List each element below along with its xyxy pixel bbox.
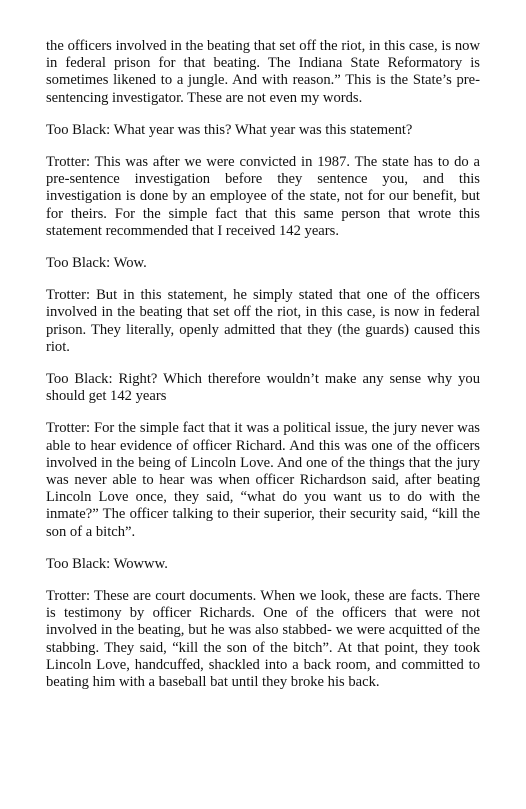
paragraph-7: Trotter: For the simple fact that it was a political issue, the jury never was able to hear evidence of officer Richard. And this was one of the officers involved in the being of Lincoln Love. And one of the things that the jury was never able to hear was when officer Richardson said, after beating Lincoln Love once, they said, “what do you want us to do with the inmate?” The officer talking to their superior, their security said, “kill the son of a bitch”. xyxy=(46,420,480,540)
paragraph-2: Too Black: What year was this? What year was this statement? xyxy=(46,121,413,138)
paragraph-1: the officers involved in the beating that set off the riot, in this case, is now in federal prison for that beating. The Indiana State Reformatory is sometimes likened to a jungle. And with reason.” This is the State’s pre-sentencing investigator. These are not even my words. xyxy=(46,38,480,106)
paragraph-4: Too Black: Wow. xyxy=(46,255,147,272)
paragraph-3: Trotter: This was after we were convicted in 1987. The state has to do a pre-sentence investigation before they sentence you, and this investigation is done by an employee of the state, not for our benefit, but for theirs. For the simple fact that this same person that wrote this statement recommended that I received 142 years. xyxy=(46,154,480,239)
paragraph-8: Too Black: Wowww. xyxy=(46,555,168,572)
paragraph-5: Trotter: But in this statement, he simply stated that one of the officers involved in the beating that set off the riot, in this case, is now in federal prison. They literally, openly admitted that they (the guards) caused this riot. xyxy=(46,287,480,355)
document-page xyxy=(46,38,480,706)
paragraph-6: Too Black: Right? Which therefore wouldn’t make any sense why you should get 142 years xyxy=(46,371,480,405)
paragraph-9: Trotter: These are court documents. When we look, these are facts. There is testimony by officer Richards. One of the officers that were not involved in the beating, but he was also stabbed- we were acquitted of the stabbing. They said, “kill the son of the bitch”. At that point, they took Lincoln Love, handcuffed, shackled into a back room, and committed to beating him with a baseball bat until they broke his back. xyxy=(46,588,480,691)
